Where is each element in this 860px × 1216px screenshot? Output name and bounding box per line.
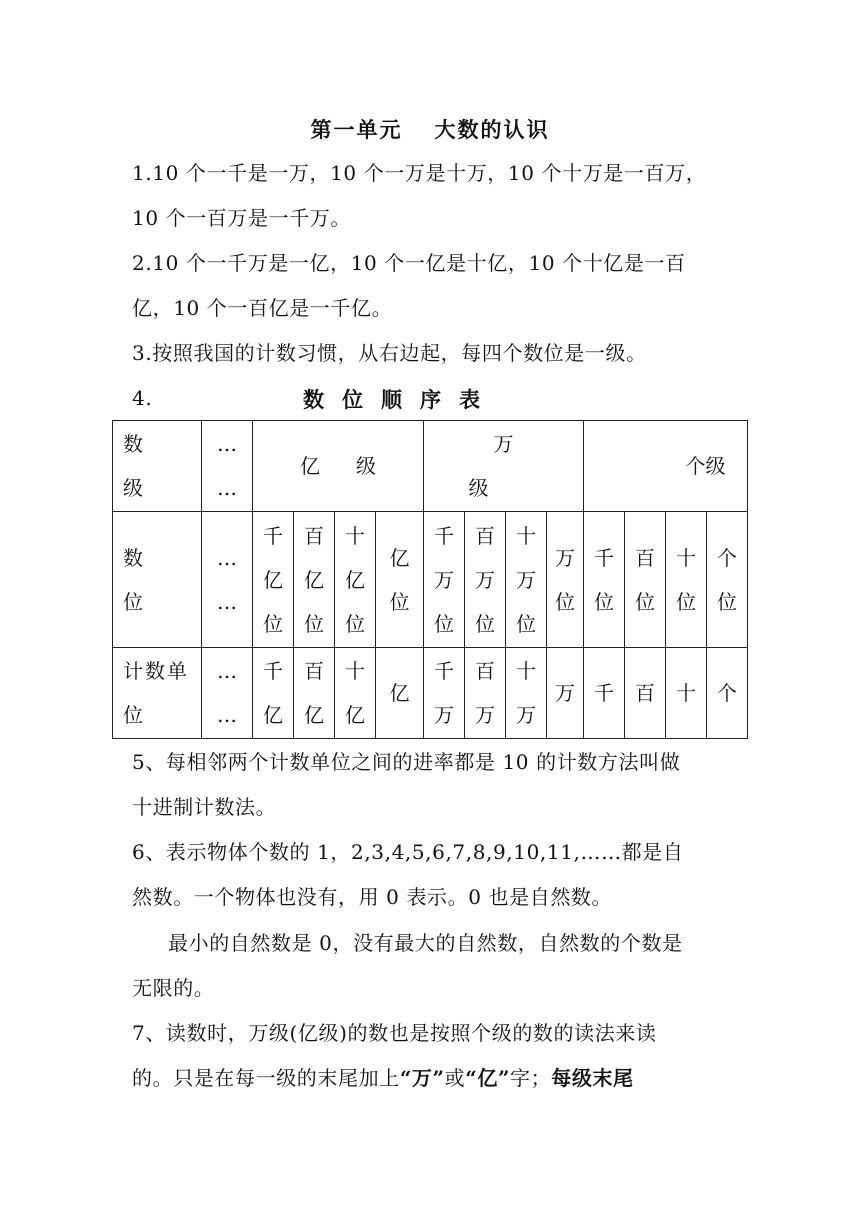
digit-cell: 百亿位 [294, 512, 335, 648]
text-line: 1.10 个一千是一万，10 个一万是十万，10 个十万是一百万， [132, 161, 707, 185]
row-head-unit: 计数单位 [113, 648, 202, 739]
page-title [0, 114, 860, 144]
unit-cell: 十万 [506, 648, 547, 739]
text-line: 然数。一个物体也没有，用 0 表示。0 也是自然数。 [132, 885, 613, 909]
ellipsis-cell: … … [202, 648, 253, 739]
digit-cell: 千万位 [424, 512, 465, 648]
item-number: 4. [132, 386, 153, 410]
digit-cell: 千位 [584, 512, 625, 648]
digit-cell: 个位 [707, 512, 748, 648]
text-segment: 或 [444, 1066, 466, 1090]
text-line: 无限的。 [132, 976, 215, 1000]
text-segment-bold: “亿” [465, 1066, 511, 1090]
digit-cell: 十亿位 [335, 512, 376, 648]
unit-label: 第一单元 [310, 117, 403, 142]
unit-cell: 十亿 [335, 648, 376, 739]
unit-cell: 百万 [465, 648, 506, 739]
row-head-digit: 数位 [113, 512, 202, 648]
table-row [113, 421, 748, 512]
table-row [113, 512, 748, 648]
unit-cell: 百亿 [294, 648, 335, 739]
digit-cell: 百万位 [465, 512, 506, 648]
text-line: 3.按照我国的计数习惯，从右边起，每四个数位是一级。 [132, 341, 647, 365]
topic-label: 大数的认识 [434, 117, 550, 142]
unit-cell: 个 [707, 648, 748, 739]
ellipsis-cell: … … [202, 512, 253, 648]
ge-level-cell: 个级 [584, 421, 748, 512]
place-value-table [112, 420, 748, 739]
unit-cell: 千万 [424, 648, 465, 739]
yi-level-cell: 亿级 [253, 421, 424, 512]
digit-cell: 十位 [666, 512, 707, 648]
digit-cell: 十万位 [506, 512, 547, 648]
digit-cell: 百位 [625, 512, 666, 648]
unit-cell: 十 [666, 648, 707, 739]
text-line: 6、表示物体个数的 1，2,3,4,5,6,7,8,9,10,11,……都是自 [132, 840, 684, 864]
row-head-level: 数级 [113, 421, 202, 512]
unit-cell: 千亿 [253, 648, 294, 739]
unit-cell: 千 [584, 648, 625, 739]
digit-cell: 万位 [547, 512, 584, 648]
text-line: 2.10 个一千万是一亿，10 个一亿是十亿，10 个十亿是一百 [132, 251, 686, 275]
text-segment-bold: “万” [399, 1066, 445, 1090]
text-segment: 的。只是在每一级的末尾加上 [132, 1066, 400, 1090]
text-line: 最小的自然数是 0，没有最大的自然数，自然数的个数是 [168, 931, 683, 955]
text-line: 十进制计数法。 [132, 795, 277, 819]
table-row [113, 648, 748, 739]
table-title: 数位顺序表 [303, 387, 498, 412]
unit-cell: 万 [547, 648, 584, 739]
text-line: 5、每相邻两个计数单位之间的进率都是 10 的计数方法叫做 [132, 750, 681, 774]
text-segment: 字； [510, 1066, 552, 1090]
wan-level-cell: 万级 [424, 421, 584, 512]
text-line: 10 个一百万是一千万。 [132, 206, 352, 230]
text-line: 亿，10 个一百亿是一千亿。 [132, 296, 393, 320]
unit-cell: 亿 [376, 648, 424, 739]
digit-cell: 千亿位 [253, 512, 294, 648]
text-segment-bold: 每级末尾 [551, 1066, 634, 1090]
text-line: 7、读数时，万级(亿级)的数也是按照个级的数的读法来读 [132, 1021, 657, 1045]
unit-cell: 百 [625, 648, 666, 739]
digit-cell: 亿位 [376, 512, 424, 648]
text-line [132, 1064, 634, 1092]
ellipsis-cell: … … [202, 421, 253, 512]
